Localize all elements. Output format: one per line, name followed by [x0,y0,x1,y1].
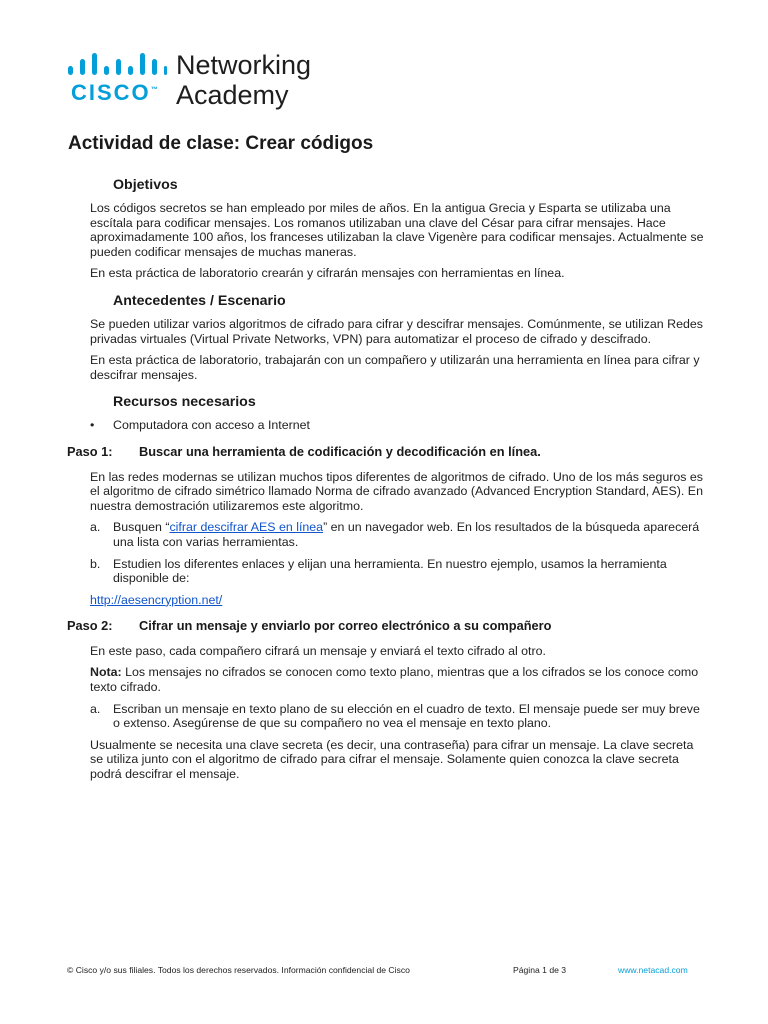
paso-2-item-a [90,702,707,731]
logo-bar [80,59,85,75]
recursos-heading: Recursos necesarios [113,394,256,411]
footer-copyright: © Cisco y/o sus filiales. Todos los derechos reservados. Información confidencial de Cisco [67,965,410,975]
paso-2-item-a-subparagraph: Usualmente se necesita una clave secreta (es decir, una contraseña) para cifrar un mensaje. La clave secreta se utiliza junto con el algoritmo de cifrado para cifrar el mensaje. Solamente quien conozca la clave secreta podrá descifrar el mensaje. [90,737,694,782]
academy-name [176,50,311,110]
recursos-list-item [90,418,707,433]
cisco-bridge-icon [67,50,167,78]
document-body [67,176,707,789]
logo-bar [140,53,145,75]
logo-bar [152,59,157,75]
nota-label: Nota: [90,665,122,680]
paso-2-label: Paso 2: [67,618,113,634]
search-query-link[interactable]: cifrar descifrar AES en línea [169,520,324,535]
logo-bar [116,59,121,75]
document-title: Actividad de clase: Crear códigos [68,133,374,154]
paso-2-heading [67,619,707,634]
footer-site-link[interactable]: www.netacad.com [618,965,688,975]
item-a-prefix: Busquen “ [113,520,170,535]
academy-name-line1: Networking [176,50,312,80]
logo-bar [164,66,167,75]
paso-2-intro: En este paso, cada compañero cifrará un mensaje y enviará el texto cifrado al otro. [90,643,546,658]
logo-bar [104,66,109,75]
item-marker: a. [90,520,101,535]
paso-1-title: Buscar una herramienta de codificación y decodificación en línea. [139,443,541,459]
paso-1-heading [67,445,707,460]
paso-2-title: Cifrar un mensaje y enviarlo por correo electrónico a su compañero [139,618,552,634]
item-a-suffix: ” en un navegador web. En los resultados de la búsqueda aparecerá una lista con varias herramientas. [113,520,700,549]
antecedentes-heading: Antecedentes / Escenario [113,292,286,309]
paso-1-intro: En las redes modernas se utilizan muchos tipos diferentes de algoritmos de cifrado. Uno de los más seguros es el algoritmo de cifrado simétrico llamado Norma de cifrado avanzado (Advanced Encryption Standard, AES). En nuestra demostración utilizaremos este algoritmo. [90,469,703,513]
paso-1-item-a-text [113,520,707,549]
objetivos-paragraph-2: En esta práctica de laboratorio crearán y cifrarán mensajes con herramientas en línea. [90,266,565,281]
paso-2-item-a-text: Escriban un mensaje en texto plano de su elección en el cuadro de texto. El mensaje puede ser muy breve o extenso. Asegúrense de que su compañero no vea el mensaje en texto plano. [113,701,700,731]
item-marker: a. [90,701,101,716]
cisco-wordmark-text: CISCO [71,80,151,105]
objetivos-paragraph-1: Los códigos secretos se han empleado por miles de años. En la antigua Grecia y Esparta se utilizaba una escítala para codificar mensajes. Los romanos utilizaban una clave del César para cifrar mensajes. Hace aproximadamente 100 años, los franceses utilizaban la clave Vigenère para codificar mensajes. Actualmente se pueden codificar mensajes de muchas maneras. [90,201,704,259]
logo-bar [68,66,73,75]
nota-text: Los mensajes no cifrados se conocen como texto plano, mientras que a los cifrados se los conoce como texto cifrado. [90,665,699,695]
paso-1-item-b-text: Estudien los diferentes enlaces y elijan una herramienta. En nuestro ejemplo, usamos la herramienta disponible de: [113,556,667,586]
cisco-wordmark [71,80,158,106]
aesencryption-link[interactable]: http://aesencryption.net/ [90,592,223,607]
footer-page-number: Página 1 de 3 [513,965,567,975]
antecedentes-paragraph-1: Se pueden utilizar varios algoritmos de cifrado para cifrar y descifrar mensajes. Comúnmente, se utilizan Redes privadas virtuales (Virtual Private Networks, VPN) para automatizar el proceso de cifrado y descifrado. [90,316,703,346]
objetivos-heading: Objetivos [113,177,178,193]
paso-1-label: Paso 1: [67,443,113,459]
bullet-icon: • [90,418,95,433]
trademark-symbol: ™ [150,86,158,94]
paso-1-item-a [90,520,707,549]
academy-name-line2: Academy [176,80,289,110]
antecedentes-paragraph-2: En esta práctica de laboratorio, trabajarán con un compañero y utilizarán una herramienta en línea para cifrar y descifrar mensajes. [90,353,700,382]
page-footer [67,965,707,979]
recursos-item-text: Computadora con acceso a Internet [113,418,310,433]
nota-paragraph [90,665,707,694]
item-marker: b. [90,556,101,571]
logo-bar [92,53,97,75]
tool-url-line [90,593,707,608]
paso-1-item-b [90,557,707,586]
logo-bar [128,66,133,75]
